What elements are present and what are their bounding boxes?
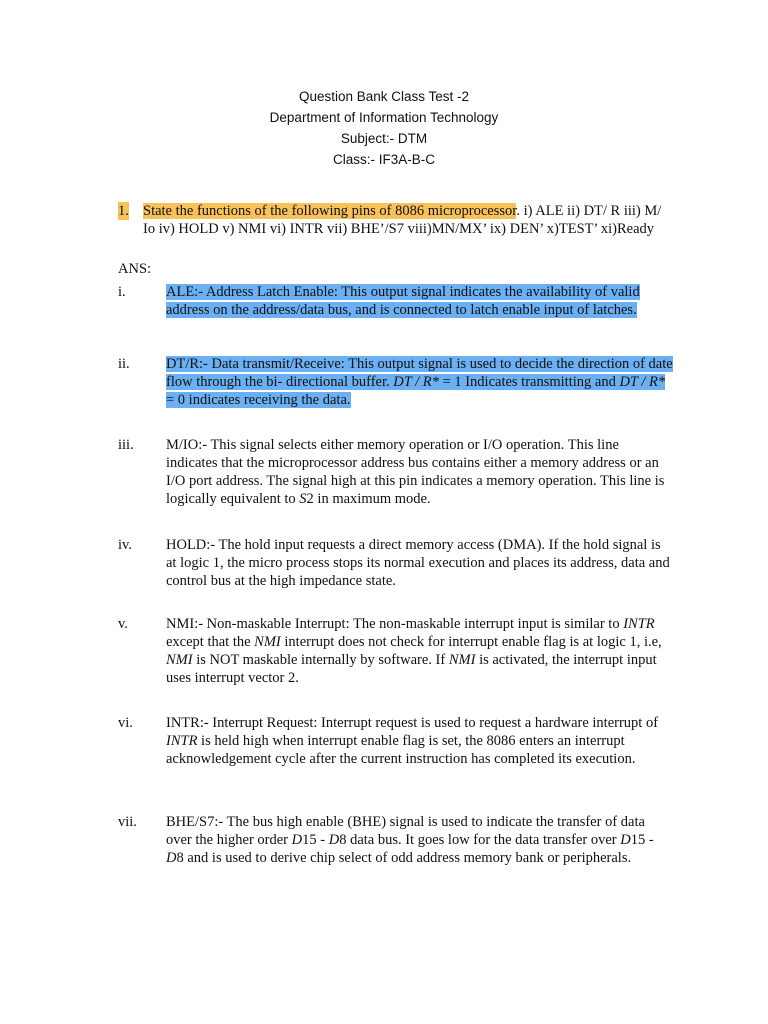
item-numeral: v. <box>118 616 128 632</box>
answer-item-nmi <box>118 615 674 687</box>
document-title: Question Bank Class Test -2 <box>298 89 470 104</box>
text-part: is held high when interrupt enable flag is set, the 8086 enters an interrupt acknowledgement cycle after the current instruction has completed its execution. <box>166 733 636 767</box>
subject-line: Subject:- DTM <box>340 131 428 146</box>
text-part: BHE/S7:- The bus high enable (BHE) signal is used to indicate the transfer of data over the higher order <box>166 814 645 848</box>
text-part: M/IO:- This signal selects either memory operation or I/O operation. This line indicates that the microprocessor address bus contains either a memory address or an I/O port address. The signal high at this pin indicates a memory operation. This line is logically equivalent to <box>166 437 665 507</box>
math-term: NMI <box>254 634 281 650</box>
text-part: INTR:- Interrupt Request: Interrupt request is used to request a hardware interrupt of <box>166 715 659 731</box>
item-body <box>166 615 674 687</box>
answer-item-bhe <box>118 813 674 867</box>
question-text <box>143 202 663 238</box>
question-number: 1. <box>118 203 129 219</box>
text-part: 8 and is used to derive chip select of odd address memory bank or peripherals. <box>176 850 632 866</box>
math-term: D <box>166 850 177 866</box>
item-body <box>166 436 674 508</box>
text-part: 15 - <box>630 832 654 848</box>
text-part: 2 in maximum mode. <box>306 491 431 507</box>
math-term: DT / R* <box>393 374 439 390</box>
item-body: HOLD:- The hold input requests a direct memory access (DMA). If the hold signal is at logic 1, the micro process stops its normal execution and places its address, data and control bus at the high impedance state. <box>166 537 670 589</box>
class-line: Class:- IF3A-B-C <box>332 152 435 167</box>
item-numeral: vi. <box>118 715 133 731</box>
question-highlight: State the functions of the following pins of 8086 microprocessor <box>143 203 517 219</box>
math-term: DT / R* <box>619 374 666 390</box>
answer-item-intr <box>118 714 674 768</box>
text-part: DT/R:- Data transmit/Receive: This output signal is used to decide the direction of date flow through the bi- directional buffer. <box>166 356 673 390</box>
text-part: 8 data bus. It goes low for the data transfer over <box>339 832 621 848</box>
text-part: = 0 indicates receiving the data. <box>166 392 351 408</box>
math-term: D <box>620 832 631 848</box>
item-text <box>166 356 673 408</box>
math-term: NMI <box>166 652 193 668</box>
item-numeral: iv. <box>118 537 132 553</box>
math-term: INTR <box>166 733 198 749</box>
answer-label: ANS: <box>118 261 152 277</box>
item-text: ALE:- Address Latch Enable: This output signal indicates the availability of valid address on the address/data bus, and is connected to latch enable input of latches. <box>166 284 640 318</box>
math-term: NMI <box>448 652 476 668</box>
item-body <box>166 813 674 867</box>
answer-item-mio <box>118 436 674 508</box>
text-part: NMI:- Non-maskable Interrupt: The non-maskable interrupt input is similar to <box>166 616 624 632</box>
text-part: except that the <box>166 634 255 650</box>
text-part: interrupt does not check for interrupt enable flag is at logic 1, i.e, <box>280 634 662 650</box>
math-term: D <box>328 832 340 848</box>
answer-item-hold <box>118 536 674 590</box>
text-part: is activated, the interrupt input uses interrupt vector 2. <box>166 652 657 686</box>
answer-item-ale <box>118 283 674 319</box>
item-body <box>166 283 674 319</box>
item-body <box>166 355 674 409</box>
item-body <box>166 714 674 768</box>
text-part: 15 - <box>302 832 329 848</box>
math-term: S <box>299 491 307 507</box>
department-line: Department of Information Technology <box>269 110 499 125</box>
item-numeral: i. <box>118 284 126 300</box>
answer-item-dtr <box>118 355 674 409</box>
item-numeral: ii. <box>118 356 130 372</box>
item-numeral: iii. <box>118 437 134 453</box>
text-part: is NOT maskable internally by software. If <box>192 652 449 668</box>
item-numeral: vii. <box>118 814 137 830</box>
text-part: = 1 Indicates transmitting and <box>438 374 620 390</box>
math-term: INTR <box>623 616 655 632</box>
question-1 <box>118 202 663 238</box>
question-pins: . i) ALE ii) DT/ R iii) M/ Io iv) HOLD v) NMI vi) INTR vii) BHE’/S7 viii)MN/MX’ ix) DEN’ x)TEST’ xi)Ready <box>143 203 662 237</box>
math-term: D <box>291 832 303 848</box>
